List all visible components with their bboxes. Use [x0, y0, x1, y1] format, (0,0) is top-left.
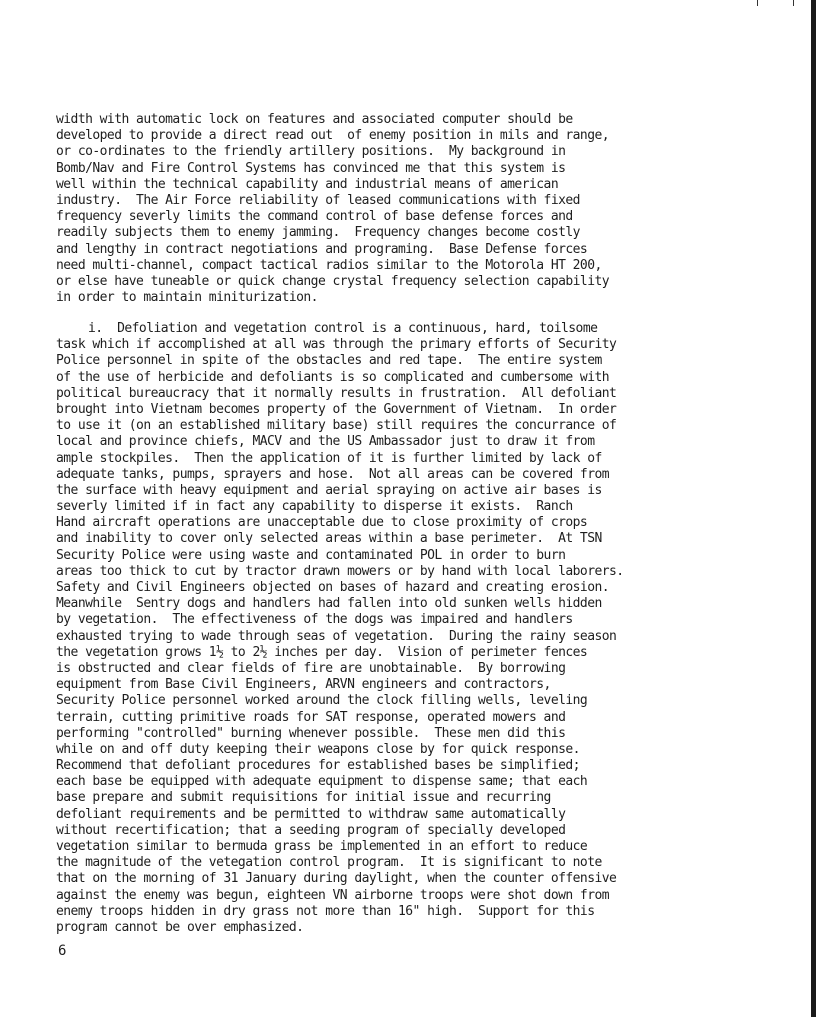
text-line: Bomb/Nav and Fire Control Systems has convinced me that this system is [56, 160, 566, 176]
text-line: brought into Vietnam becomes property of the Government of Vietnam. In order [56, 401, 617, 417]
text-line: Security Police personnel worked around the clock filling wells, leveling [56, 693, 588, 709]
text-line: exhausted trying to wade through seas of vegetation. During the rainy season [56, 628, 617, 644]
text-line: width with automatic lock on features and associated computer should be [56, 112, 573, 127]
text-line: the magnitude of the vetegation control program. It is significant to note [56, 855, 602, 871]
text-line: well within the technical capability and industrial means of american [56, 176, 559, 192]
text-line: defoliant requirements and be permitted to withdraw same automatically [56, 806, 566, 822]
text-line: i. Defoliation and vegetation control is a continuous, hard, toilsome [88, 321, 598, 336]
page-number: 6 [58, 943, 67, 959]
text-line: Recommend that defoliant procedures for established bases be simplified; [56, 758, 580, 774]
text-line: adequate tanks, pumps, sprayers and hose. Not all areas can be covered from [56, 466, 610, 482]
text-line: Security Police were using waste and contaminated POL in order to burn [56, 547, 566, 563]
text-line: is obstructed and clear fields of fire are unobtainable. By borrowing [56, 660, 566, 676]
text-line: industry. The Air Force reliability of leased communications with fixed [56, 192, 580, 208]
text-line: in order to maintain miniturization. [56, 290, 318, 306]
text-line: readily subjects them to enemy jamming. Frequency changes become costly [56, 225, 580, 241]
text-line: the vegetation grows 1½ to 2½ inches per day. Vision of perimeter fences [56, 644, 588, 660]
text-line: and inability to cover only selected areas within a base perimeter. At TSN [56, 531, 602, 547]
text-line: Hand aircraft operations are unacceptable due to close proximity of crops [56, 515, 588, 531]
text-line: areas too thick to cut by tractor drawn mowers or by hand with local laborers. [56, 563, 624, 579]
text-line: by vegetation. The effectiveness of the dogs was impaired and handlers [56, 612, 573, 628]
text-line: political bureaucracy that it normally results in frustration. All defoliant [56, 385, 617, 401]
text-line: performing "controlled" burning whenever possible. These men did this [56, 725, 566, 741]
text-line: while on and off duty keeping their weapons close by for quick response. [56, 741, 580, 757]
scan-mark [757, 0, 758, 6]
text-line: frequency severly limits the command control of base defense forces and [56, 209, 573, 225]
text-line: equipment from Base Civil Engineers, ARVN engineers and contractors, [56, 677, 551, 693]
text-line: program cannot be over emphasized. [56, 919, 304, 935]
text-line: against the enemy was begun, eighteen VN airborne troops were shot down from [56, 887, 610, 903]
text-line: vegetation similar to bermuda grass be implemented in an effort to reduce [56, 839, 588, 854]
scan-mark [793, 0, 794, 6]
text-line: local and province chiefs, MACV and the US Ambassador just to draw it from [56, 434, 595, 450]
text-line: terrain, cutting primitive roads for SAT response, operated mowers and [56, 709, 566, 725]
text-line: Safety and Civil Engineers objected on bases of hazard and creating erosion. [56, 580, 610, 595]
text-line: need multi-channel, compact tactical radios similar to the Motorola HT 200, [56, 257, 602, 273]
text-line: Meanwhile Sentry dogs and handlers had fallen into old sunken wells hidden [56, 596, 602, 612]
text-line: or co-ordinates to the friendly artillery positions. My background in [56, 144, 566, 160]
text-line: without recertification; that a seeding program of specially developed [56, 822, 566, 838]
paragraph-radio-systems [56, 112, 816, 306]
text-line: severly limited if in fact any capability to disperse it exists. Ranch [56, 499, 573, 515]
text-line: or else have tuneable or quick change crystal frequency selection capability [56, 273, 610, 289]
text-line: task which if accomplished at all was through the primary efforts of Security [56, 337, 617, 353]
text-line: ample stockpiles. Then the application of it is further limited by lack of [56, 450, 602, 466]
text-line: that on the morning of 31 January during daylight, when the counter offensive [56, 871, 617, 887]
paragraph-defoliation [56, 321, 816, 936]
text-line: and lengthy in contract negotiations and programing. Base Defense forces [56, 241, 588, 257]
text-line: developed to provide a direct read out of enemy position in mils and range, [56, 128, 610, 144]
text-line: each base be equipped with adequate equipment to dispense same; that each [56, 774, 588, 790]
text-line: Police personnel in spite of the obstacles and red tape. The entire system [56, 353, 602, 369]
text-line: enemy troops hidden in dry grass not more than 16" high. Support for this [56, 903, 595, 919]
text-line: the surface with heavy equipment and aerial spraying on active air bases is [56, 482, 602, 498]
text-line: of the use of herbicide and defoliants is so complicated and cumbersome with [56, 369, 610, 385]
text-line: to use it (on an established military base) still requires the concurrance of [56, 418, 617, 434]
text-line: base prepare and submit requisitions for initial issue and recurring [56, 790, 551, 806]
